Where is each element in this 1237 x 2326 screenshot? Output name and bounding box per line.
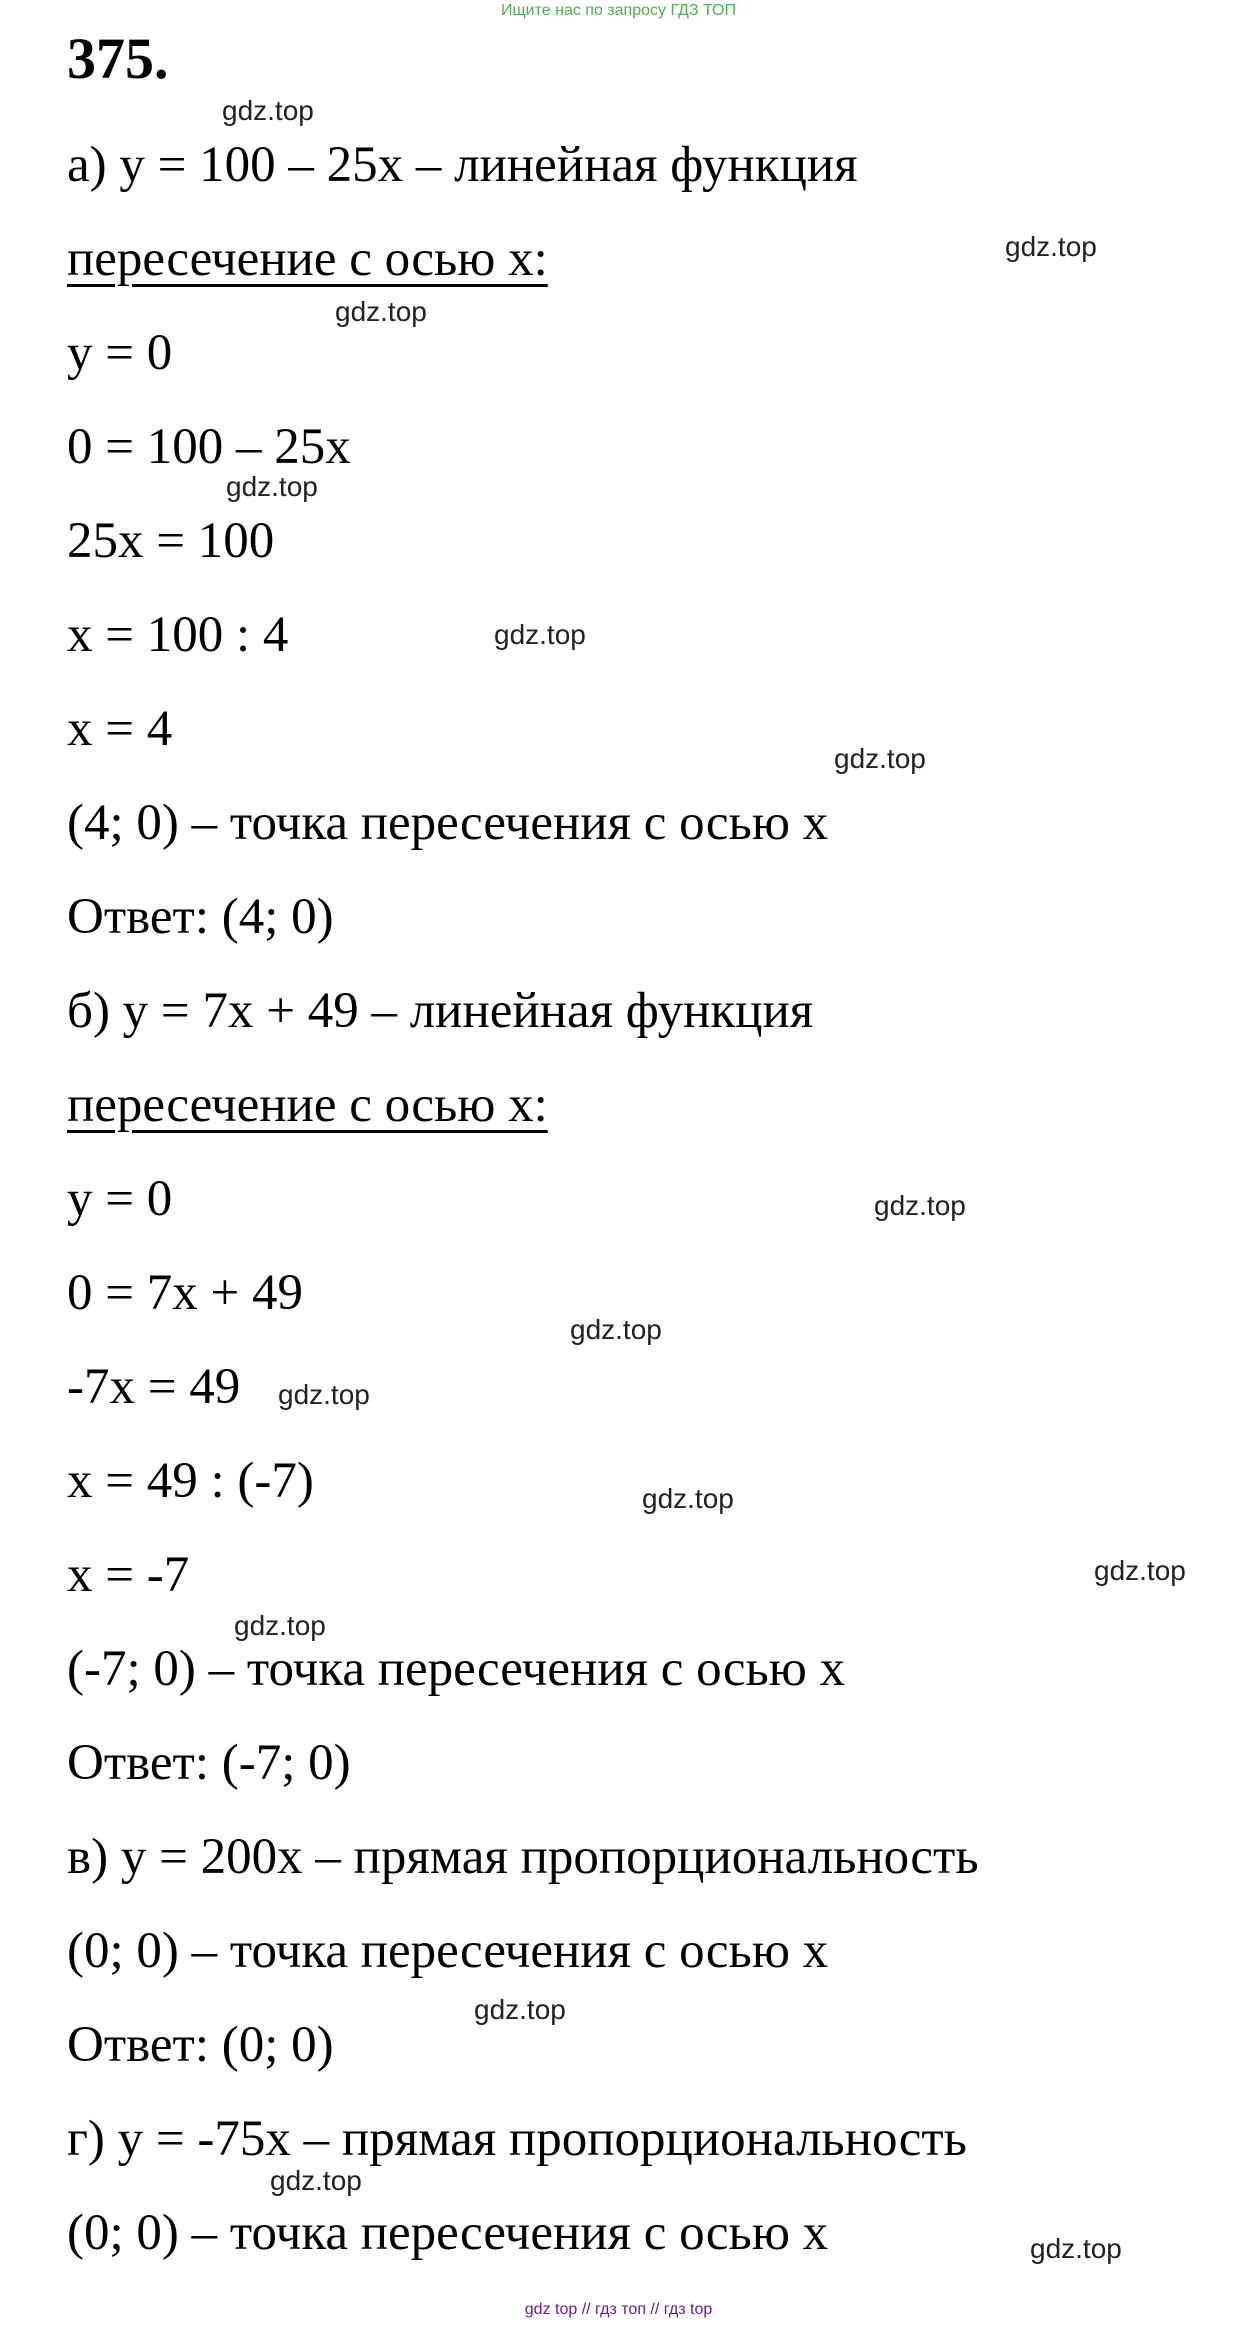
solution-line: x = -7 xyxy=(67,1547,190,1603)
top-banner[interactable]: Ищите нас по запросу ГДЗ ТОП xyxy=(501,2,736,19)
watermark: gdz.top xyxy=(335,296,427,327)
solution-line: 0 = 7x + 49 xyxy=(67,1265,304,1321)
solution-line: x = 4 xyxy=(67,701,173,757)
part-v-heading: в) y = 200x – прямая пропорциональность xyxy=(67,1829,979,1885)
solution-line: (0; 0) – точка пересечения с осью x xyxy=(67,1923,829,1979)
watermark: gdz.top xyxy=(270,2165,362,2196)
answer-v: Ответ: (0; 0) xyxy=(67,2017,334,2073)
watermark: gdz.top xyxy=(278,1379,370,1410)
solution-line: -7x = 49 xyxy=(67,1359,241,1415)
watermark: gdz.top xyxy=(1094,1555,1186,1586)
part-b-subheading: пересечение с осью x: xyxy=(67,1077,548,1133)
footer-links[interactable]: gdz top // гдз топ // гдз top xyxy=(524,2301,713,2318)
watermark: gdz.top xyxy=(874,1190,966,1221)
watermark: gdz.top xyxy=(474,1994,566,2025)
watermark: gdz.top xyxy=(1005,231,1097,262)
solution-line: y = 0 xyxy=(67,1171,173,1227)
solution-line: y = 0 xyxy=(67,325,173,381)
watermark: gdz.top xyxy=(1030,2233,1122,2264)
watermark: gdz.top xyxy=(834,743,926,774)
watermark: gdz.top xyxy=(234,1610,326,1641)
solution-line: x = 100 : 4 xyxy=(67,607,289,663)
part-b-heading: б) y = 7x + 49 – линейная функция xyxy=(67,983,814,1039)
part-a-heading: а) y = 100 – 25x – линейная функция xyxy=(67,137,858,193)
part-g-heading: г) y = -75x – прямая пропорциональность xyxy=(67,2111,967,2167)
solution-line: (0; 0) – точка пересечения с осью x xyxy=(67,2205,829,2261)
solution-line: 0 = 100 – 25x xyxy=(67,419,351,475)
part-a-subheading: пересечение с осью x: xyxy=(67,231,548,287)
solution-line: x = 49 : (-7) xyxy=(67,1453,314,1509)
answer-b: Ответ: (-7; 0) xyxy=(67,1735,351,1791)
solution-line: (4; 0) – точка пересечения с осью x xyxy=(67,795,829,851)
problem-number: 375. xyxy=(67,26,169,91)
watermark: gdz.top xyxy=(642,1483,734,1514)
watermark: gdz.top xyxy=(222,95,314,126)
watermark: gdz.top xyxy=(570,1314,662,1345)
solution-line: 25x = 100 xyxy=(67,513,275,569)
watermark: gdz.top xyxy=(494,619,586,650)
solution-line: (-7; 0) – точка пересечения с осью x xyxy=(67,1641,846,1697)
answer-a: Ответ: (4; 0) xyxy=(67,889,334,945)
watermark: gdz.top xyxy=(226,471,318,502)
